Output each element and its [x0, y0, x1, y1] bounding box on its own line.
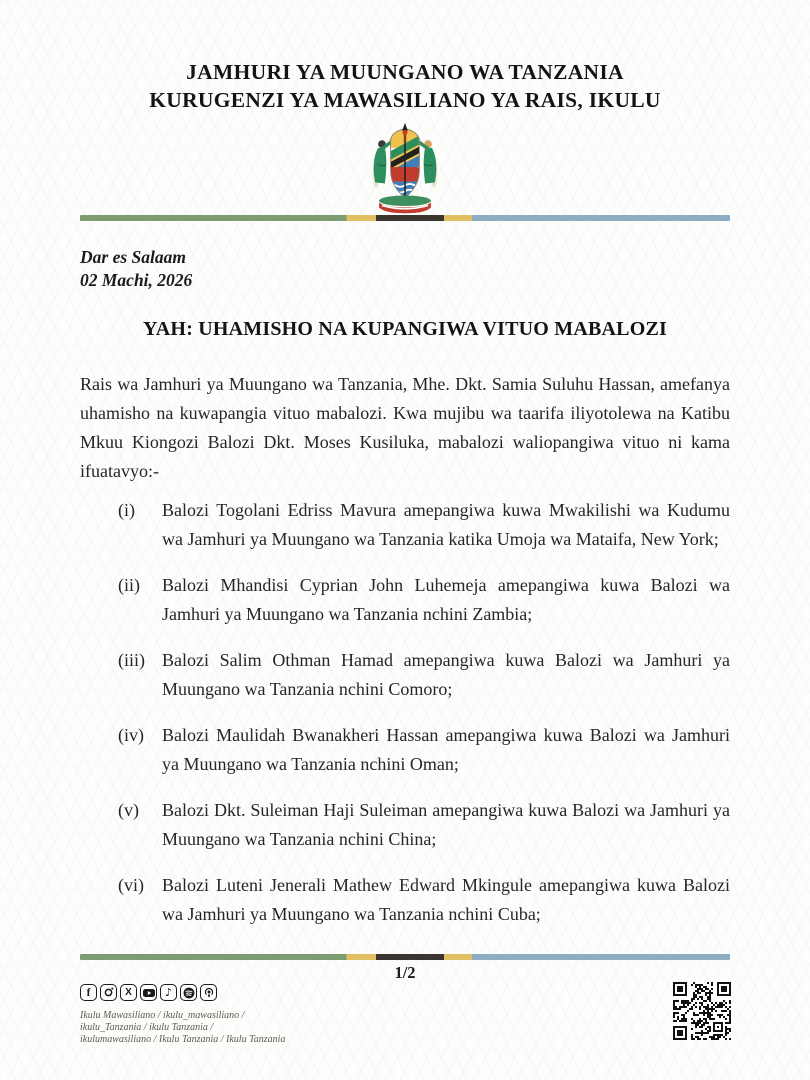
- list-item-text: Balozi Luteni Jenerali Mathew Edward Mkingule amepangiwa kuwa Balozi wa Jamhuri ya Muungano wa Tanzania nchini Cuba;: [162, 875, 730, 924]
- qr-code: [673, 982, 731, 1040]
- list-item: [80, 646, 730, 704]
- list-item-number: (iii): [118, 650, 145, 670]
- social-handles-line: Ikulu Mawasiliano / ikulu_mawasiliano /: [80, 1010, 245, 1021]
- list-item-number: (ii): [118, 575, 140, 595]
- social-icons-row: [80, 984, 217, 1001]
- list-item: [80, 571, 730, 629]
- dateline-city: Dar es Salaam: [80, 247, 186, 267]
- x-icon: X: [120, 984, 137, 1001]
- subject-title: YAH: UHAMISHO NA KUPANGIWA VITUO MABALOZI: [142, 318, 667, 340]
- list-item-text: Balozi Mhandisi Cyprian John Luhemeja amepangiwa kuwa Balozi wa Jamhuri ya Muungano wa Tanzania nchini Zambia;: [162, 575, 730, 624]
- list-item: [80, 496, 730, 554]
- org-name-line1: JAMHURI YA MUUNGANO WA TANZANIA: [186, 60, 624, 84]
- list-item: [80, 796, 730, 854]
- intro-paragraph: Rais wa Jamhuri ya Muungano wa Tanzania, Mhe. Dkt. Samia Suluhu Hassan, amefanya uhamisho na kuwapangia vituo mabalozi. Kwa mujibu wa taarifa iliyotolewa na Katibu Mkuu Kiongozi Balozi Dkt. Moses Kusiluka, mabalozi waliopangiwa vituo ni kama ifuatavyo:-: [80, 374, 730, 481]
- podcast-icon: [200, 984, 217, 1001]
- org-name-line2: KURUGENZI YA MAWASILIANO YA RAIS, IKULU: [149, 88, 661, 112]
- list-item-text: Balozi Togolani Edriss Mavura amepangiwa kuwa Mwakilishi wa Kudumu wa Jamhuri ya Muungano wa Tanzania katika Umoja wa Mataifa, New York;: [162, 500, 730, 549]
- social-handles: [80, 1010, 370, 1046]
- dateline-date: 02 Machi, 2026: [80, 270, 193, 290]
- list-item-text: Balozi Dkt. Suleiman Haji Suleiman amepangiwa kuwa Balozi wa Jamhuri ya Muungano wa Tanzania nchini China;: [162, 800, 730, 849]
- social-handles-line: ikulumawasiliano / Ikulu Tanzania / Ikulu Tanzania: [80, 1034, 286, 1045]
- social-handles-line: ikulu_Tanzania / ikulu Tanzania /: [80, 1022, 214, 1033]
- dateline: [80, 246, 192, 292]
- list-item-number: (v): [118, 800, 139, 820]
- flag-color-bar-bottom: [80, 954, 730, 960]
- tiktok-icon: ♪: [160, 984, 177, 1001]
- list-item-text: Balozi Maulidah Bwanakheri Hassan amepangiwa kuwa Balozi wa Jamhuri ya Muungano wa Tanzania nchini Oman;: [162, 725, 730, 774]
- list-item: [80, 871, 730, 929]
- letterhead: [0, 58, 810, 114]
- list-item-text: Balozi Salim Othman Hamad amepangiwa kuwa Balozi wa Jamhuri ya Muungano wa Tanzania nchini Comoro;: [162, 650, 730, 699]
- list-item-number: (i): [118, 500, 135, 520]
- flag-color-bar-top: [80, 215, 730, 221]
- spotify-icon: [180, 984, 197, 1001]
- list-item-number: (vi): [118, 875, 144, 895]
- instagram-icon: [100, 984, 117, 1001]
- list-item: [80, 721, 730, 779]
- list-item-number: (iv): [118, 725, 144, 745]
- facebook-icon: f: [80, 984, 97, 1001]
- tanzania-coat-of-arms-icon: [347, 122, 463, 218]
- youtube-icon: [140, 984, 157, 1001]
- page-number: 1/2: [394, 963, 416, 982]
- appointments-list: [80, 496, 730, 946]
